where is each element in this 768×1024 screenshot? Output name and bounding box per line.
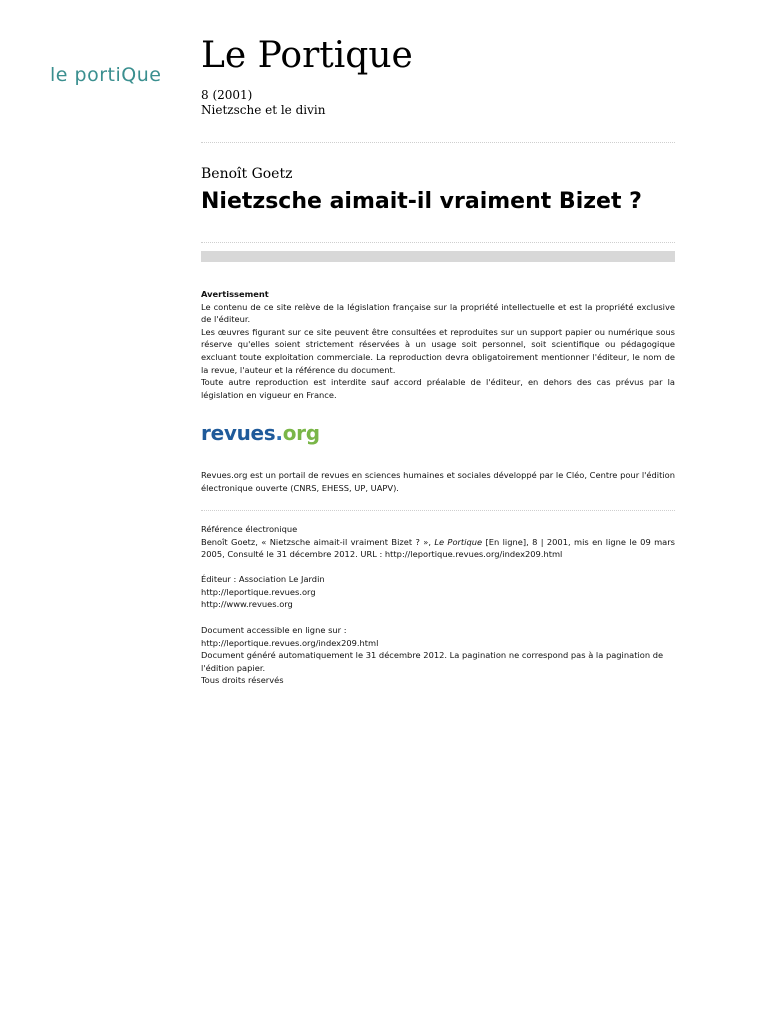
issue-info <box>201 88 325 118</box>
citation-end[interactable]: [En ligne], 8 | 2001, mis en ligne le 09 mars 2005, Consulté le 31 décembre 2012. URL : http://leportique.revues.org/index209.html <box>201 536 675 560</box>
citation-journal: Le Portique <box>434 536 483 547</box>
divider <box>201 242 675 243</box>
le-portique-logo: le portiQue <box>50 64 162 86</box>
divider <box>201 510 675 511</box>
journal-title: Le Portique <box>201 35 413 76</box>
article-author: Benoît Goetz <box>201 166 293 182</box>
issue-number: 8 (2001) <box>201 88 253 102</box>
publisher-info <box>201 573 675 611</box>
electronic-reference <box>201 523 675 561</box>
citation-start: Benoît Goetz, « Nietzsche aimait-il vraiment Bizet ? », <box>201 536 435 547</box>
warning-heading: Avertissement <box>201 289 269 299</box>
publisher-url[interactable]: http://leportique.revues.org <box>201 586 316 597</box>
issue-theme: Nietzsche et le divin <box>201 103 326 117</box>
grey-bar <box>201 251 675 262</box>
revues-url[interactable]: http://www.revues.org <box>201 599 293 610</box>
document-generated: Document généré automatiquement le 31 décembre 2012. La pagination ne correspond pas à la pagination de l'édition papier. <box>201 650 664 673</box>
warning-block <box>201 288 675 401</box>
document-url[interactable]: http://leportique.revues.org/index209.html <box>201 637 379 648</box>
warning-paragraph: Les œuvres figurant sur ce site peuvent être consultées et reproduites sur un support papier ou numérique sous réserve qu'elles soient strictement réservées à un usage soit personnel, soit scientifique ou pédagogique excluant toute exploitation commerciale. La reproduction devra obligatoirement mentionner l'éditeur, le nom de la revue, l'auteur et la référence du document. <box>201 326 675 375</box>
document-label: Document accessible en ligne sur : <box>201 625 347 635</box>
revues-logo-dot: . <box>275 421 283 445</box>
revues-logo-org: org <box>282 421 320 445</box>
document-rights: Tous droits réservés <box>201 675 284 686</box>
reference-citation <box>201 536 675 561</box>
divider <box>201 142 675 143</box>
warning-paragraph: Toute autre reproduction est interdite sauf accord préalable de l'éditeur, en dehors des cas prévus par la législation en vigueur en France. <box>201 377 675 400</box>
revues-org-logo[interactable] <box>201 421 320 445</box>
warning-paragraph: Le contenu de ce site relève de la législation française sur la propriété intellectuelle et est la propriété exclusive de l'éditeur. <box>201 301 675 325</box>
article-title: Nietzsche aimait-il vraiment Bizet ? <box>201 189 642 214</box>
document-info <box>201 624 675 687</box>
publisher-line: Éditeur : Association Le Jardin <box>201 574 325 584</box>
portal-description: Revues.org est un portail de revues en sciences humaines et sociales développé par le Cléo, Centre pour l'édition électronique ouverte (CNRS, EHESS, UP, UAPV). <box>201 470 675 493</box>
revues-logo-word: revues <box>201 421 276 445</box>
reference-label: Référence électronique <box>201 524 298 534</box>
